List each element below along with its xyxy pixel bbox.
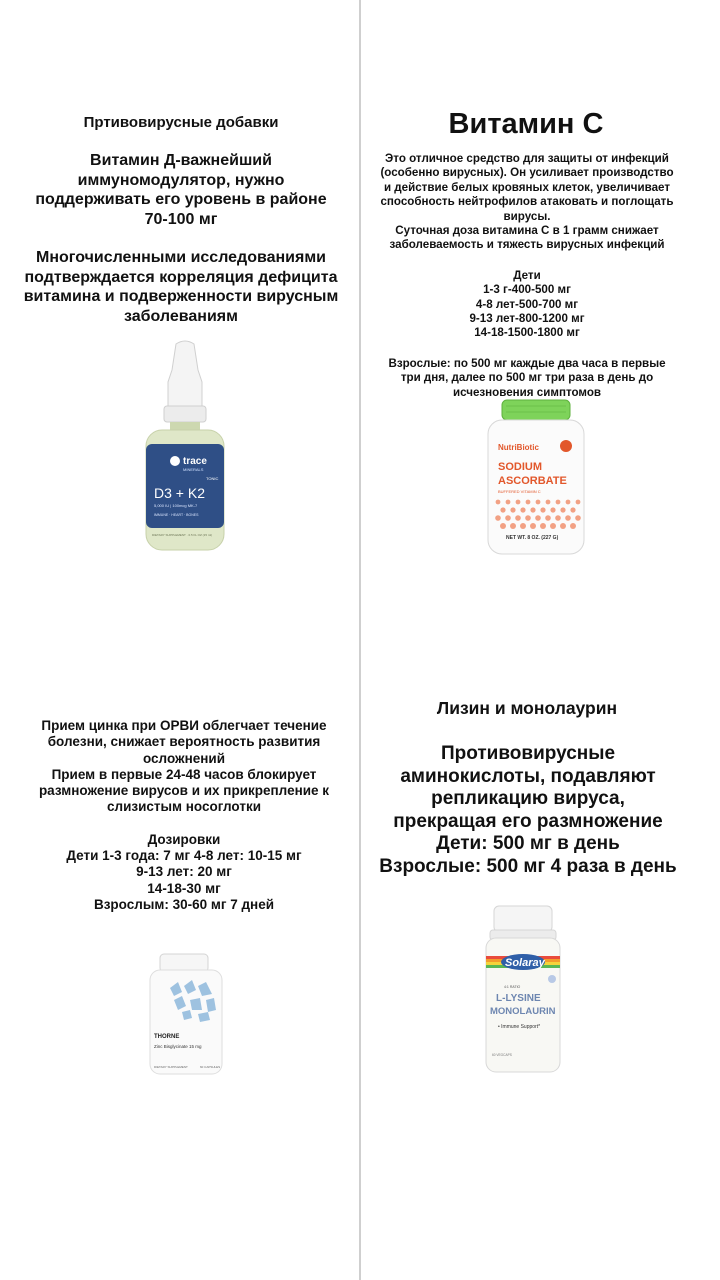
text-line: осложнений (142, 750, 226, 766)
tonic-text: TONIC (206, 476, 219, 481)
brand-sub-text: MINERALS (183, 467, 204, 472)
sodium-ascorbate-jar (484, 398, 588, 556)
text-line: Это отличное средство для защиты от инфекций (385, 152, 669, 165)
text-line: вирусы. (503, 209, 551, 223)
capsule-count: 60 CAPSULES (200, 1065, 221, 1069)
capsule-count: 60 VEGCAPS (492, 1053, 512, 1057)
vitamin-d3-k2-dropper-bottle (140, 340, 230, 552)
spacer (368, 253, 686, 269)
product-name: D3 + K2 (154, 485, 205, 501)
product-name: Zinc Bisglycinate 15 mg (154, 1044, 202, 1049)
product-name-line1: SODIUM (498, 461, 542, 473)
vitamin-d-heading: Пртивовирусные добавки (83, 114, 279, 131)
text-line: 14-18-30 мг (147, 880, 221, 896)
product-name-line1: L-LYSINE (496, 993, 541, 1004)
product-footer: DIETARY SUPPLEMENT (154, 1065, 188, 1069)
vitamin-d-text (14, 151, 348, 326)
text-line: 4-8 лет-500-700 мг (475, 297, 579, 311)
text-line: способность нейтрофилов атаковать и поглощать (380, 195, 674, 209)
text-line: болезни, снижает вероятность развития (47, 734, 321, 750)
text-line: Взрослым: 30-60 мг 7 дней (93, 896, 275, 912)
text-line: Дети (513, 268, 541, 282)
text-line: Взрослые: по 500 мг каждые два часа в первые (388, 356, 666, 370)
net-weight: NET WT. 8 OZ. (227 G) (506, 535, 559, 541)
column-divider (359, 0, 361, 1280)
text-line: Прием цинка при ОРВИ облегчает течение (41, 718, 327, 733)
text-line: репликацию вируса, (431, 788, 625, 809)
vitamin-c-text (368, 152, 686, 400)
text-line: Многочисленными исследованиями (35, 249, 327, 266)
text-line: 9-13 лет: 20 мг (136, 864, 232, 880)
text-line: Дети 1-3 года: 7 мг 4-8 лет: 10-15 мг (66, 848, 302, 864)
zinc-bisglycinate-bottle (148, 952, 224, 1076)
product-claim: • Immune Support* (498, 1024, 541, 1030)
text-line: Суточная доза витамина С в 1 грамм снижает (395, 224, 659, 238)
brand-logo-text: trace (183, 456, 207, 467)
text-line: Дети: 500 мг в день (436, 833, 620, 854)
ratio-text: 4:1 RATIO (504, 985, 521, 989)
text-line: поддерживать его уровень в районе (35, 191, 327, 208)
text-line: заболеваниям (124, 307, 238, 325)
text-line: подтверждается корреляция дефицита (24, 268, 338, 286)
lysine-heading: Лизин и монолаурин (436, 698, 618, 718)
text-line: аминокислоты, подавляют (400, 765, 656, 787)
vitamin-c-heading: Витамин С (448, 108, 604, 140)
product-footer: DIETARY SUPPLEMENT · 0.5 FL OZ (15 ml) (152, 533, 213, 537)
spacer (368, 341, 686, 357)
brand-logo-text: Solaray (505, 957, 545, 969)
text-line: Противовирусные (440, 743, 616, 764)
product-name-line2: ASCORBATE (498, 475, 567, 487)
text-line: Прием в первые 24-48 часов блокирует (51, 766, 317, 782)
text-line: слизистым носоглотки (106, 799, 262, 815)
lysine-text (366, 743, 690, 878)
text-line: заболеваемость и тяжесть вирусных инфекций (389, 238, 665, 252)
product-name-line2: MONOLAURIN (490, 1006, 556, 1017)
text-line: исчезновения симптомов (452, 385, 602, 399)
product-sub: BUFFERED VITAMIN C (498, 489, 541, 494)
l-lysine-monolaurin-bottle (484, 904, 566, 1074)
text-line: Витамин Д-важнейший (90, 152, 272, 169)
text-line: витамина и подверженности вирусным (23, 288, 339, 305)
text-line: (особенно вирусных). Он усиливает производство (380, 166, 674, 180)
product-benefit: IMMUNE · HEART · BONES (154, 513, 199, 517)
brand-logo-text: THORNE (154, 1034, 180, 1040)
text-line: 1-3 г-400-500 мг (483, 283, 571, 297)
zinc-text (14, 718, 354, 913)
text-line: прекращая его размножение (393, 810, 663, 832)
text-line: и действие белых кровяных клеток, увеличивает (383, 180, 671, 194)
spacer (14, 816, 354, 832)
brand-logo-text: NutriBiotic (498, 443, 539, 452)
text-line: размножение вирусов и их прикрепление к (38, 783, 330, 799)
spacer (14, 229, 348, 248)
text-line: 14-18-1500-1800 мг (474, 326, 580, 340)
text-line: 9-13 лет-800-1200 мг (469, 312, 585, 326)
text-line: Взрослые: 500 мг 4 раза в день (379, 855, 677, 877)
text-line: Дозировки (147, 831, 221, 847)
text-line: 70-100 мг (144, 210, 218, 228)
product-detail: 5,000 IU | 100mcg MK-7 (154, 503, 198, 508)
text-line: три дня, далее по 500 мг три раза в день до (400, 371, 654, 385)
text-line: иммуномодулятор, нужно (77, 171, 285, 189)
